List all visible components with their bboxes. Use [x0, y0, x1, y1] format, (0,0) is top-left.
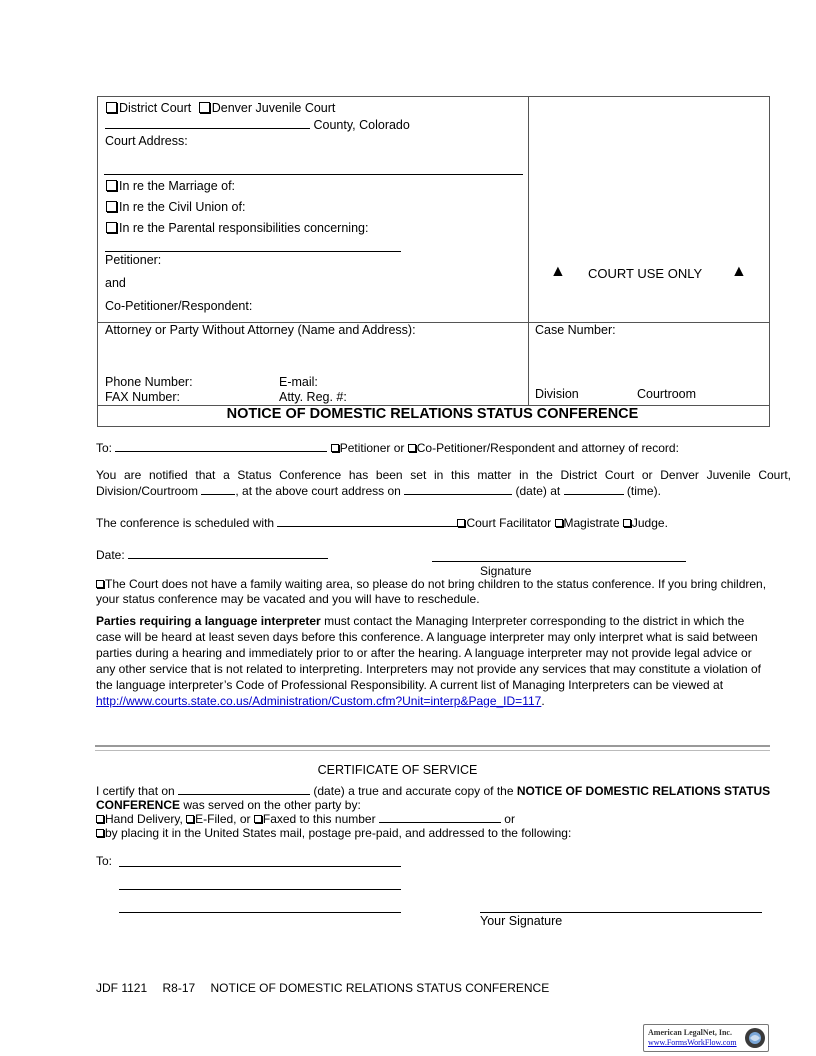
- date-label: Date:: [96, 548, 125, 562]
- magistrate-label: Magistrate: [563, 516, 620, 530]
- judge-label: Judge.: [631, 516, 668, 530]
- copetitioner-checkbox[interactable]: [408, 444, 416, 452]
- logo-text-line-1: American LegalNet, Inc.: [648, 1028, 732, 1037]
- your-signature-line[interactable]: [480, 912, 762, 913]
- case-number-label: Case Number:: [535, 323, 616, 337]
- court-use-only-row: [550, 263, 750, 281]
- notified-line-1: You are notified that a Status Conference has been set in this matter in the District Court or Denver Juvenile Court,: [96, 468, 791, 482]
- interpreter-line-2: case will be heard at least seven days before this conference. A language interpreter may only interpret what is said between: [96, 630, 758, 644]
- globe-icon: [744, 1027, 766, 1049]
- date-at-label: (date) at: [515, 484, 561, 498]
- mail-row: [96, 826, 571, 840]
- denver-juvenile-label: Denver Juvenile Court: [211, 101, 336, 115]
- and-label: and: [105, 276, 126, 290]
- interpreter-paragraph: [96, 613, 761, 709]
- no-children-text-1: The Court does not have a family waiting area, so please do not bring children to the status conference. If you bring children,: [105, 577, 767, 591]
- county-field[interactable]: [105, 118, 310, 129]
- logo-text-line-2: www.FormsWorkFlow.com: [648, 1038, 737, 1047]
- caption-vertical-divider: [528, 96, 529, 405]
- section-separator: [95, 745, 770, 751]
- in-re-marriage-label: In re the Marriage of:: [119, 179, 236, 193]
- court-facilitator-checkbox[interactable]: [457, 519, 465, 527]
- in-re-civil-union-row: [106, 200, 245, 214]
- division-label: Division: [535, 387, 579, 401]
- at-address-on-label: , at the above court address on: [235, 484, 401, 498]
- interpreter-line-5: the language interpreter’s Code of Professional Responsibility. A current list of Managing Interpreters can be viewed at: [96, 678, 724, 692]
- date-row: [96, 548, 328, 562]
- court-facilitator-label: Court Facilitator: [466, 516, 552, 530]
- no-children-line-1: [96, 577, 766, 591]
- notified-line-2: [96, 484, 661, 498]
- conference-date-field[interactable]: [404, 484, 512, 495]
- in-re-civil-union-checkbox[interactable]: [106, 201, 117, 212]
- phone-label: Phone Number:: [105, 375, 193, 389]
- faxed-label: Faxed to this number: [262, 812, 376, 826]
- in-re-marriage-row: [106, 179, 235, 193]
- in-re-marriage-checkbox[interactable]: [106, 180, 117, 191]
- scheduled-with-field[interactable]: [277, 516, 457, 527]
- in-re-parental-row: [106, 221, 368, 235]
- county-row: [105, 118, 410, 132]
- to-label: To:: [96, 441, 113, 455]
- no-children-checkbox[interactable]: [96, 580, 104, 588]
- certify-copy-label: (date) a true and accurate copy of the: [313, 784, 514, 798]
- certify-bold-title-1: NOTICE OF DOMESTIC RELATIONS STATUS: [516, 784, 771, 798]
- mail-checkbox[interactable]: [96, 829, 104, 837]
- address-line-3[interactable]: [119, 912, 401, 913]
- service-method-row: [96, 812, 515, 826]
- triangle-up-icon: ▲: [550, 263, 566, 280]
- interpreter-line-4: any other service that is not related to interpreting. Interpreters may not provide any services that may constitute a violation of: [96, 662, 762, 676]
- denver-juvenile-checkbox[interactable]: [199, 102, 210, 113]
- notice-date-field[interactable]: [128, 548, 328, 559]
- american-legalnet-logo[interactable]: [643, 1024, 769, 1052]
- interpreter-line-3: parties during a hearing and immediately prior to or after the hearing. A language interpreter may not provide legal advice or: [96, 646, 752, 660]
- interpreter-text-1: must contact the Managing Interpreter corresponding to the district in which the: [320, 614, 745, 628]
- footer-form-id: JDF 1121: [96, 981, 148, 995]
- interpreter-period: .: [541, 694, 545, 708]
- notice-signature-line[interactable]: [432, 561, 686, 562]
- certify-line-1: [96, 784, 792, 798]
- hand-delivery-label: Hand Delivery,: [105, 812, 183, 826]
- cert-to-label: To:: [96, 854, 113, 868]
- in-re-civil-union-label: In re the Civil Union of:: [119, 200, 246, 214]
- certificate-heading: CERTIFICATE OF SERVICE: [317, 763, 478, 777]
- address-line-2[interactable]: [119, 889, 401, 890]
- interpreter-line-6: [96, 693, 761, 709]
- to-recipient-field[interactable]: [115, 441, 327, 452]
- in-re-parental-label: In re the Parental responsibilities concerning:: [119, 221, 369, 235]
- certify-line-2: [96, 798, 361, 812]
- footer-form-name: NOTICE OF DOMESTIC RELATIONS STATUS CONFERENCE: [210, 981, 550, 995]
- or-label: or: [504, 812, 515, 826]
- to-row: [96, 441, 679, 455]
- copetitioner-attorney-label: Co-Petitioner/Respondent and attorney of record:: [416, 441, 679, 455]
- footer-revision: R8-17: [162, 981, 196, 995]
- no-children-line-2: your status conference may be vacated and you will have to reschedule.: [96, 592, 480, 606]
- caption-left-divider: [104, 174, 523, 175]
- scheduled-with-label: The conference is scheduled with: [96, 516, 275, 530]
- footer-row: [96, 981, 549, 995]
- certify-on-label: I certify that on: [96, 784, 175, 798]
- faxed-checkbox[interactable]: [254, 815, 262, 823]
- copetitioner-label: Co-Petitioner/Respondent:: [105, 299, 253, 313]
- caption-box: [97, 96, 770, 427]
- time-label: (time).: [626, 484, 661, 498]
- judge-checkbox[interactable]: [623, 519, 631, 527]
- certify-served-label: was served on the other party by:: [180, 798, 361, 812]
- court-selection-row: [106, 101, 335, 115]
- petitioner-checkbox[interactable]: [331, 444, 339, 452]
- county-suffix: County, Colorado: [313, 118, 410, 132]
- hand-delivery-checkbox[interactable]: [96, 815, 104, 823]
- district-court-label: District Court: [119, 101, 192, 115]
- atty-reg-label: Atty. Reg. #:: [279, 390, 347, 404]
- interpreter-link[interactable]: http://www.courts.state.co.us/Administration/Custom.cfm?Unit=interp&Page_ID=117: [96, 694, 542, 708]
- fax-label: FAX Number:: [105, 390, 181, 404]
- division-courtroom-field[interactable]: [201, 484, 235, 495]
- efiled-checkbox[interactable]: [186, 815, 194, 823]
- courtroom-label: Courtroom: [637, 387, 697, 401]
- division-courtroom-label: Division/Courtroom: [96, 484, 199, 498]
- court-address-label: Court Address:: [105, 134, 188, 148]
- form-title: NOTICE OF DOMESTIC RELATIONS STATUS CONFERENCE: [226, 406, 639, 422]
- attorney-label: Attorney or Party Without Attorney (Name and Address):: [105, 323, 416, 337]
- district-court-checkbox[interactable]: [106, 102, 117, 113]
- magistrate-checkbox[interactable]: [555, 519, 563, 527]
- your-signature-label: Your Signature: [480, 914, 563, 928]
- petitioner-label: Petitioner:: [105, 253, 162, 267]
- conference-time-field[interactable]: [564, 484, 624, 495]
- mail-label: by placing it in the United States mail, postage pre-paid, and addressed to the following:: [105, 826, 572, 840]
- petitioner-or-label: Petitioner or: [339, 441, 405, 455]
- service-date-field[interactable]: [178, 784, 310, 795]
- signature-label: Signature: [480, 564, 532, 578]
- fax-number-field[interactable]: [379, 812, 501, 823]
- interpreter-bold-lead: Parties requiring a language interpreter: [96, 614, 321, 628]
- efiled-label: E-Filed, or: [195, 812, 251, 826]
- parties-name-line[interactable]: [105, 251, 401, 252]
- court-use-only-label: COURT USE ONLY: [588, 266, 703, 281]
- address-line-1[interactable]: [119, 866, 401, 867]
- scheduled-with-row: [96, 516, 668, 530]
- email-label: E-mail:: [279, 375, 318, 389]
- in-re-parental-checkbox[interactable]: [106, 222, 117, 233]
- triangle-up-icon: ▲: [731, 263, 747, 280]
- certify-bold-title-2: CONFERENCE: [96, 798, 181, 812]
- interpreter-line-1: [96, 613, 761, 629]
